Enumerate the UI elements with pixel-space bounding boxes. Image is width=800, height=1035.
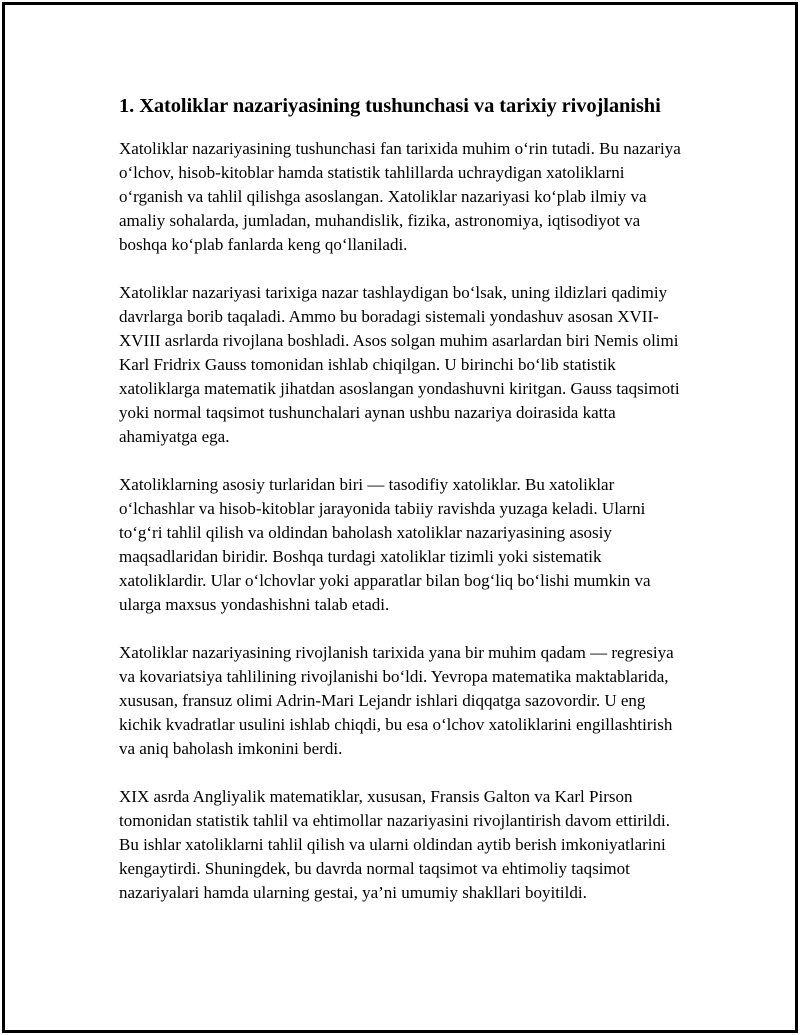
paragraph-1: Xatoliklar nazariyasining tushunchasi fan tarixida muhim o‘rin tutadi. Bu nazariya o‘lchov, hisob-kitoblar hamda statistik tahlillarda uchraydigan xatoliklarni o‘rganish va tahlil qilishga asoslangan. Xatoliklar nazariyasi ko‘plab ilmiy va amaliy sohalarda, jumladan, muhandislik, fizika, astronomiya, iqtisodiyot va boshqa ko‘plab fanlarda keng qo‘llaniladi. (119, 139, 681, 254)
document-body (119, 93, 689, 929)
section-heading: 1. Xatoliklar nazariyasining tushunchasi va tarixiy rivojlanishi (119, 95, 661, 117)
paragraph-3: Xatoliklarning asosiy turlaridan biri — tasodifiy xatoliklar. Bu xatoliklar o‘lchashlar va hisob-kitoblar jarayonida tabiiy ravishda yuzaga keladi. Ularni to‘g‘ri tahlil qilish va oldindan baholash xatoliklar nazariyasining asosiy maqsadlaridan biridir. Boshqa turdagi xatoliklar tizimli yoki sistematik xatoliklardir. Ular o‘lchovlar yoki apparatlar bilan bog‘liq bo‘lishi mumkin va ularga maxsus yondashishni talab etadi. (119, 475, 651, 614)
paragraph-4: Xatoliklar nazariyasining rivojlanish tarixida yana bir muhim qadam — regresiya va kovariatsiya tahlilining rivojlanishi bo‘ldi. Yevropa matematika maktablarida, xususan, fransuz olimi Adrin-Mari Lejandr ishlari diqqatga sazovordir. U eng kichik kvadratlar usulini ishlab chiqdi, bu esa o‘lchov xatoliklarini engillashtirish va aniq baholash imkonini berdi. (119, 643, 674, 758)
paragraph-2: Xatoliklar nazariyasi tarixiga nazar tashlaydigan bo‘lsak, uning ildizlari qadimiy davrlarga borib taqaladi. Ammo bu boradagi sistemali yondashuv asosan XVII-XVIII asrlarda rivojlana boshladi. Asos solgan muhim asarlardan biri Nemis olimi Karl Fridrix Gauss tomonidan ishlab chiqilgan. U birinchi bo‘lib statistik xatoliklarga matematik jihatdan asoslangan yondashuvni kiritgan. Gauss taqsimoti yoki normal taqsimot tushunchalari aynan ushbu nazariya doirasida katta ahamiyatga ega. (119, 283, 680, 446)
paragraph-5: XIX asrda Angliyalik matematiklar, xususan, Fransis Galton va Karl Pirson tomonidan statistik tahlil va ehtimollar nazariyasini rivojlantirish davom ettirildi. Bu ishlar xatoliklarni tahlil qilish va ularni oldindan aytib berish imkoniyatlarini kengaytirdi. Shuningdek, bu davrda normal taqsimot va ehtimoliy taqsimot nazariyalari hamda ularning gestai, ya’ni umumiy shakllari boyitildi. (119, 787, 670, 902)
